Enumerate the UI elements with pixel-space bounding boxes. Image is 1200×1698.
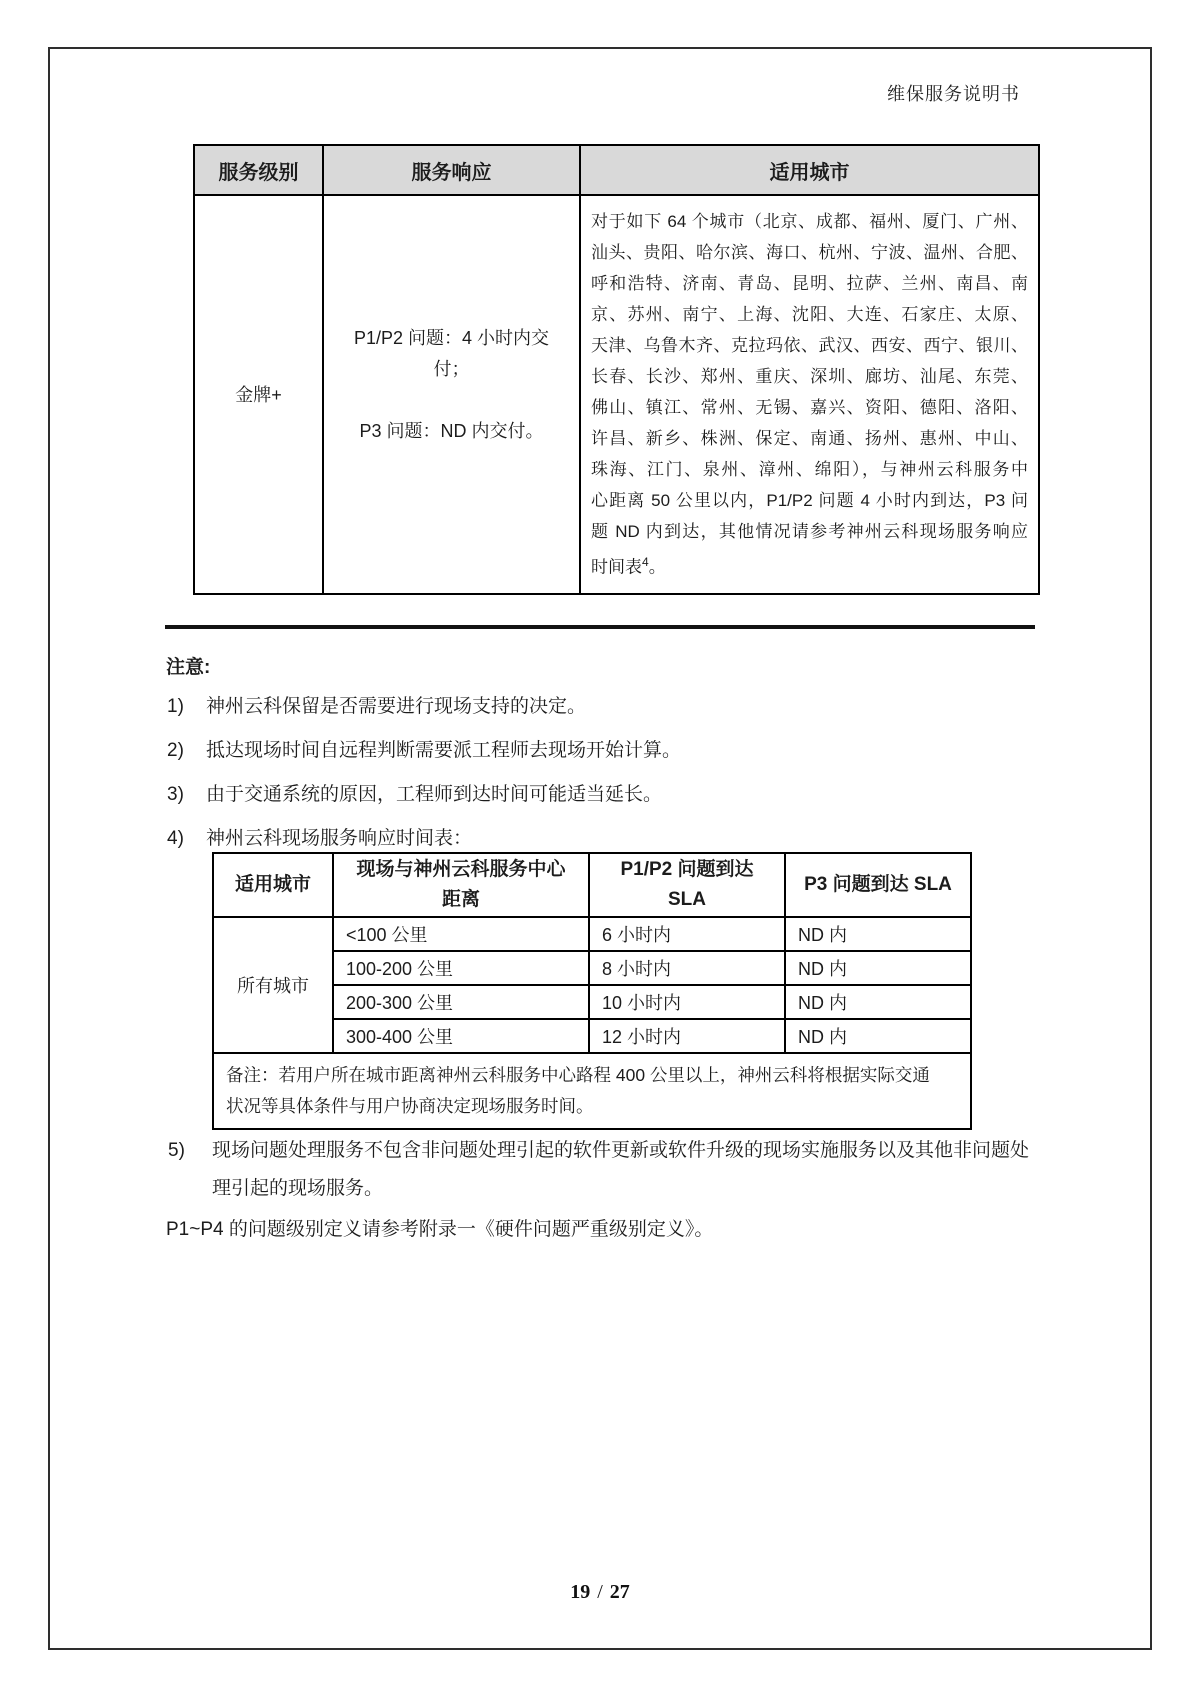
- page-number-separator: /: [597, 1581, 603, 1603]
- remark-line: 状况等具体条件与用户协商决定现场服务时间。: [226, 1096, 594, 1116]
- cities-line: 心距离 50 公里以内，P1/P2 问题 4 小时内到达，P3 问: [591, 491, 1028, 510]
- p12-sla-cell: 12 小时内: [589, 1019, 785, 1053]
- remark-row: [213, 1053, 971, 1129]
- service-table-header-response: 服务响应: [323, 145, 580, 195]
- response-table-header-p3-sla: P3 问题到达 SLA: [785, 853, 971, 917]
- note-number: 1): [167, 696, 184, 717]
- distance-cell: 300-400 公里: [333, 1019, 589, 1053]
- cities-line: 京、苏州、南宁、上海、沈阳、大连、石家庄、太原、: [591, 305, 1028, 324]
- response-p3-text: P3 问题：ND 内交付。: [359, 421, 544, 442]
- distance-cell: <100 公里: [333, 917, 589, 951]
- cities-line: 佛山、镇江、常州、无锡、嘉兴、资阳、德阳、洛阳、: [591, 398, 1028, 417]
- service-level-table: [193, 144, 1040, 595]
- city-scope-cell: 所有城市: [213, 917, 333, 1053]
- p3-sla-cell: ND 内: [785, 917, 971, 951]
- note-text: 抵达现场时间自远程判断需要派工程师去现场开始计算。: [206, 740, 682, 761]
- service-table-header-cities: 适用城市: [580, 145, 1039, 195]
- remark-cell: [213, 1053, 971, 1129]
- note-item-5: [168, 1132, 1036, 1208]
- cities-line: 呼和浩特、济南、青岛、昆明、拉萨、兰州、南昌、南: [591, 274, 1028, 293]
- response-gap: [349, 385, 554, 416]
- response-table-header-distance: 现场与神州云科服务中心距离: [333, 853, 589, 917]
- service-table-header-row: [194, 145, 1039, 195]
- note-number: 2): [167, 740, 184, 761]
- document-header-title: 维保服务说明书: [887, 84, 1020, 104]
- cities-line: 珠海、江门、泉州、漳州、绵阳），与神州云科服务中: [591, 460, 1028, 479]
- closing-paragraph: P1~P4 的问题级别定义请参考附录一《硬件问题严重级别定义》。: [166, 1219, 714, 1240]
- cities-line: 长春、长沙、郑州、重庆、深圳、廊坊、汕尾、东莞、: [591, 367, 1028, 386]
- note-item-4: [167, 826, 1047, 852]
- cities-last-line-text: 时间表: [591, 557, 642, 577]
- page-number-current: 19: [570, 1581, 591, 1603]
- notes-title: 注意:: [166, 657, 211, 678]
- section-divider: [165, 625, 1035, 629]
- page-footer: [0, 1581, 1200, 1604]
- note-text: 神州云科保留是否需要进行现场支持的决定。: [206, 696, 587, 717]
- response-table-header-city: 适用城市: [213, 853, 333, 917]
- response-p12-text: P1/P2 问题：4 小时内交付；: [353, 328, 550, 380]
- response-table-header-row: [213, 853, 971, 917]
- cities-line: 对于如下 64 个城市（北京、成都、福州、厦门、广州、: [591, 212, 1028, 231]
- note-text: 现场问题处理服务不包含非问题处理引起的软件更新或软件升级的现场实施服务以及其他非问题处理引起的现场服务。: [212, 1140, 1030, 1199]
- cities-line: 天津、乌鲁木齐、克拉玛依、武汉、西安、西宁、银川、: [591, 336, 1028, 355]
- p3-sla-cell: ND 内: [785, 951, 971, 985]
- remark-line: 备注：若用户所在城市距离神州云科服务中心路程 400 公里以上，神州云科将根据实际交通: [226, 1065, 930, 1085]
- p12-sla-cell: 6 小时内: [589, 917, 785, 951]
- footnote-marker: 4: [642, 555, 649, 569]
- cities-line: 汕头、贵阳、哈尔滨、海口、杭州、宁波、温州、合肥、: [591, 243, 1028, 262]
- cities-last-line: [591, 547, 1028, 583]
- p12-sla-cell: 8 小时内: [589, 951, 785, 985]
- service-table-row: [194, 195, 1039, 594]
- note-number: 3): [167, 784, 184, 805]
- cities-line: 许昌、新乡、株洲、保定、南通、扬州、惠州、中山、: [591, 429, 1028, 448]
- cities-line: 题 ND 内到达，其他情况请参考神州云科现场服务响应: [591, 522, 1028, 541]
- note-item-2: [167, 738, 1047, 764]
- note-text: 由于交通系统的原因，工程师到达时间可能适当延长。: [206, 784, 663, 805]
- service-table-header-level: 服务级别: [194, 145, 323, 195]
- note-item-1: [167, 694, 1047, 720]
- distance-cell: 100-200 公里: [333, 951, 589, 985]
- cities-last-line-tail: 。: [648, 557, 666, 577]
- note-item-3: [167, 782, 1047, 808]
- p12-sla-cell: 10 小时内: [589, 985, 785, 1019]
- table-row: [213, 917, 971, 951]
- notes-list: [167, 694, 1047, 870]
- response-time-table: [212, 852, 972, 1130]
- note-number: 4): [167, 828, 184, 849]
- applicable-cities-cell: [580, 195, 1039, 594]
- service-response-cell: [323, 195, 580, 594]
- service-level-cell: 金牌+: [194, 195, 323, 594]
- note-number: 5): [168, 1140, 185, 1161]
- p3-sla-cell: ND 内: [785, 1019, 971, 1053]
- page-number-total: 27: [609, 1581, 630, 1603]
- p3-sla-cell: ND 内: [785, 985, 971, 1019]
- note-text: 神州云科现场服务响应时间表：: [206, 828, 473, 849]
- response-table-header-p12-sla: P1/P2 问题到达 SLA: [589, 853, 785, 917]
- distance-cell: 200-300 公里: [333, 985, 589, 1019]
